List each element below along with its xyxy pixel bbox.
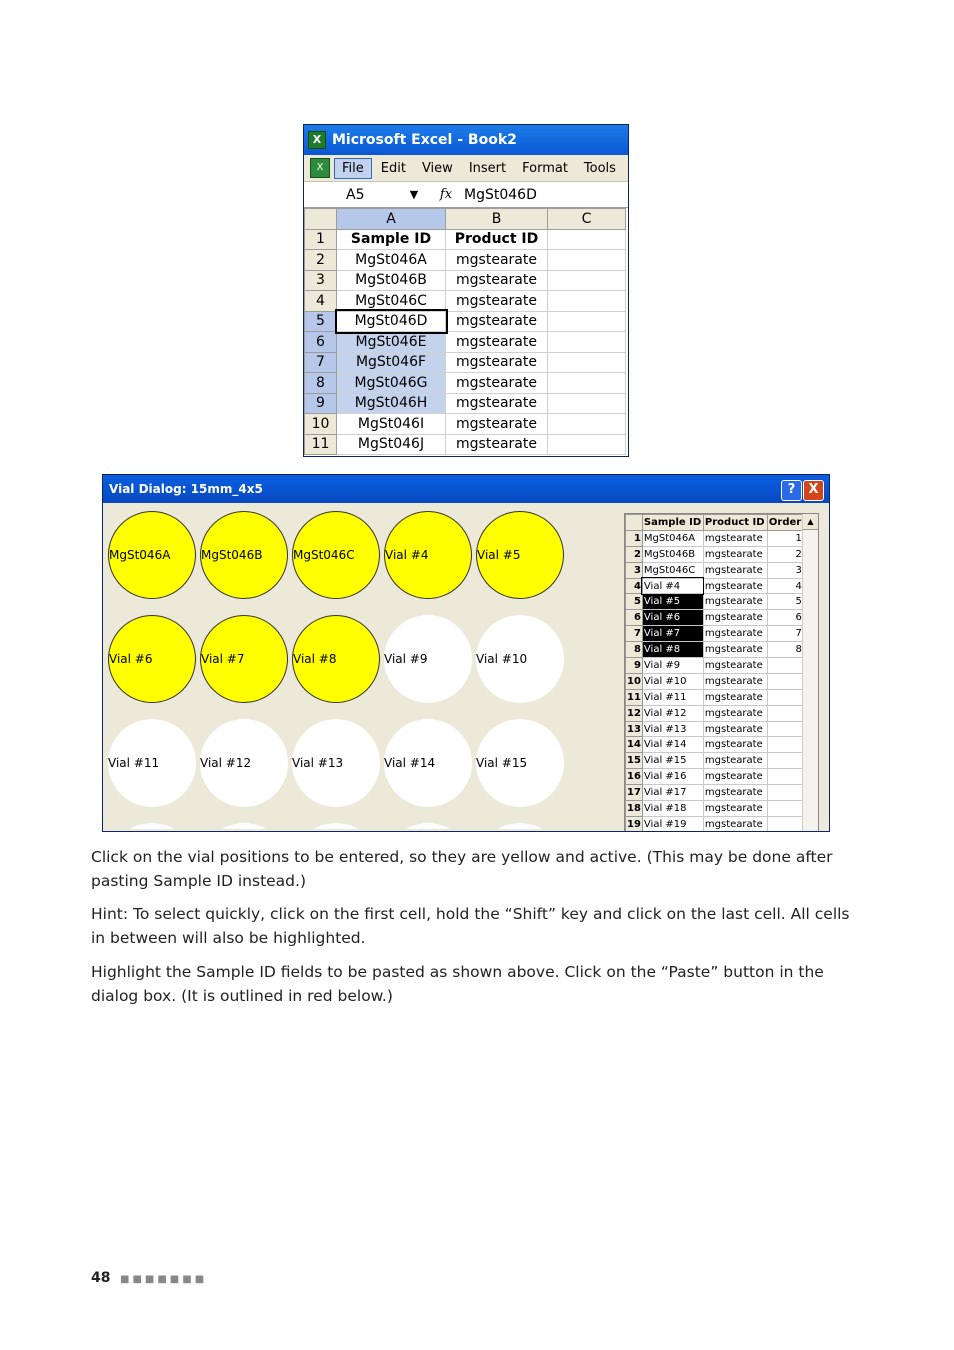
vial-position[interactable] [292,615,380,703]
vial-order-cell[interactable]: 4 [767,578,803,594]
vial-label: MgSt046C [293,548,355,562]
vial-order-cell[interactable]: 5 [767,594,803,610]
vial-order-cell[interactable] [767,658,803,674]
vial-table-row [626,705,804,721]
vial-row-number: 19 [626,816,643,832]
workbook-icon[interactable]: X [310,158,330,178]
vial-position[interactable] [292,719,380,807]
vial-row-number: 16 [626,769,643,785]
cell-sample-id[interactable]: MgSt046F [337,352,446,373]
instruction-paragraph-1: Click on the vial positions to be entered, so they are yellow and active. (This may be done after pasting Sample ID instead.) [91,848,833,890]
vial-table-row [626,753,804,769]
cell-empty[interactable] [548,352,626,373]
vial-position[interactable] [384,511,472,599]
vial-position[interactable] [292,511,380,599]
vial-row-number: 13 [626,721,643,737]
help-button[interactable]: ? [781,480,802,501]
vial-table-row [626,610,804,626]
vial-product-id-cell[interactable]: mgstearate [703,594,767,610]
spreadsheet-grid [304,208,626,455]
cell-sample-id[interactable]: MgSt046H [337,393,446,414]
vial-dialog-title: Vial Dialog: 15mm_4x5 [109,482,263,496]
spreadsheet-row [305,270,626,291]
menu-file[interactable]: File [334,158,372,179]
cell-sample-id[interactable]: MgSt046D [337,311,446,332]
vial-position[interactable] [108,823,196,829]
vial-position[interactable] [292,823,380,829]
vial-product-id-cell[interactable]: mgstearate [703,705,767,721]
spreadsheet-row [305,352,626,373]
select-all-corner[interactable] [305,209,337,230]
vial-position[interactable] [200,719,288,807]
cell-product-id[interactable]: mgstearate [446,434,548,455]
vial-row-number: 6 [626,610,643,626]
vial-table-row [626,642,804,658]
cell-empty[interactable] [548,311,626,332]
cell-product-id[interactable]: mgstearate [446,250,548,271]
vial-sample-id-cell[interactable]: Vial #4 [642,578,703,594]
vial-product-id-cell[interactable]: mgstearate [703,546,767,562]
vial-product-id-cell[interactable]: mgstearate [703,610,767,626]
cell-empty[interactable] [548,332,626,353]
vial-row-number: 7 [626,626,643,642]
vial-table-header-product-id[interactable]: Product ID [703,515,767,531]
vial-order-cell[interactable] [767,721,803,737]
instruction-paragraph-3: Highlight the Sample ID fields to be pasted as shown above. Click on the “Paste” button in the dialog box. (It is outlined in red below.) [91,963,824,1005]
formula-bar [304,182,628,208]
vial-order-cell[interactable] [767,753,803,769]
vial-order-cell[interactable] [767,737,803,753]
cell-product-id[interactable]: mgstearate [446,373,548,394]
vial-position[interactable] [384,823,472,829]
vial-product-id-cell[interactable]: mgstearate [703,785,767,801]
cell-sample-id[interactable]: MgSt046C [337,291,446,312]
cell-product-id[interactable]: Product ID [446,229,548,250]
vial-product-id-cell[interactable]: mgstearate [703,658,767,674]
vial-position[interactable] [108,719,196,807]
scroll-up-icon[interactable]: ▲ [803,514,818,530]
vial-row-number: 3 [626,562,643,578]
vial-table-row [626,785,804,801]
excel-title: Microsoft Excel - Book2 [332,132,517,148]
cell-product-id[interactable]: mgstearate [446,352,548,373]
excel-window [303,124,629,457]
vial-product-id-cell[interactable]: mgstearate [703,816,767,832]
name-box-dropdown-icon[interactable]: ▼ [409,188,419,201]
vial-order-cell[interactable]: 6 [767,610,803,626]
vial-row-number: 12 [626,705,643,721]
row-header[interactable]: 6 [305,332,337,353]
vial-order-cell[interactable] [767,801,803,817]
menu-edit[interactable]: Edit [380,160,406,176]
vial-order-cell[interactable]: 8 [767,642,803,658]
vial-sample-id-cell[interactable]: Vial #14 [642,737,703,753]
vial-row-number: 11 [626,689,643,705]
vial-label: Vial #9 [384,652,428,666]
vial-label: Vial #15 [476,756,528,770]
vial-sample-id-cell[interactable]: MgSt046A [642,530,703,546]
excel-app-icon: X [308,131,326,149]
row-header[interactable]: 1 [305,229,337,250]
cell-empty[interactable] [548,373,626,394]
vial-order-cell[interactable] [767,705,803,721]
vial-product-id-cell[interactable]: mgstearate [703,673,767,689]
vial-row-number: 8 [626,642,643,658]
vial-product-id-cell[interactable]: mgstearate [703,562,767,578]
spreadsheet-row [305,393,626,414]
vial-sample-id-cell[interactable]: Vial #7 [642,626,703,642]
vial-sample-id-cell[interactable]: Vial #13 [642,721,703,737]
cell-empty[interactable] [548,393,626,414]
vial-table [625,514,804,832]
vial-label: Vial #6 [109,652,153,666]
vial-table-row [626,546,804,562]
row-header[interactable]: 7 [305,352,337,373]
vial-table-row [626,562,804,578]
vial-order-cell[interactable] [767,785,803,801]
vial-sample-id-cell[interactable]: Vial #8 [642,642,703,658]
vial-position[interactable] [476,511,564,599]
vial-order-cell[interactable] [767,769,803,785]
vial-order-cell[interactable] [767,689,803,705]
vial-tray [108,507,624,829]
vial-sample-id-cell[interactable]: MgSt046C [642,562,703,578]
vial-table-row [626,721,804,737]
cell-empty[interactable] [548,270,626,291]
instruction-paragraph-2: Hint: To select quickly, click on the first cell, hold the “Shift” key and click on the last cell. All cells in between will also be highlighted. [91,905,850,947]
row-header[interactable]: 3 [305,270,337,291]
vial-row-number: 1 [626,530,643,546]
vial-product-id-cell[interactable]: mgstearate [703,721,767,737]
row-header[interactable]: 5 [305,311,337,332]
cell-product-id[interactable]: mgstearate [446,311,548,332]
function-icon[interactable]: fx [439,187,453,202]
menu-tools[interactable]: Tools [583,160,616,176]
vial-label: MgSt046B [201,548,263,562]
vial-label: Vial #4 [385,548,429,562]
cell-sample-id[interactable]: MgSt046I [337,414,446,435]
vial-dialog-title-bar [103,475,829,503]
vial-order-cell[interactable] [767,673,803,689]
vial-sample-id-cell[interactable]: Vial #16 [642,769,703,785]
spreadsheet-row [305,332,626,353]
vial-label: Vial #12 [200,756,252,770]
vial-order-cell[interactable]: 1 [767,530,803,546]
cell-sample-id[interactable]: MgSt046A [337,250,446,271]
vial-table-row [626,737,804,753]
row-header[interactable]: 11 [305,434,337,455]
vial-product-id-cell[interactable]: mgstearate [703,801,767,817]
vial-row-number: 15 [626,753,643,769]
cell-product-id[interactable]: mgstearate [446,414,548,435]
cell-product-id[interactable]: mgstearate [446,270,548,291]
vial-row-number: 14 [626,737,643,753]
row-header[interactable]: 2 [305,250,337,271]
row-header[interactable]: 4 [305,291,337,312]
vial-order-cell[interactable]: 2 [767,546,803,562]
spreadsheet-row [305,250,626,271]
vial-product-id-cell[interactable]: mgstearate [703,530,767,546]
cell-product-id[interactable]: mgstearate [446,332,548,353]
cell-sample-id[interactable]: MgSt046E [337,332,446,353]
vial-order-cell[interactable]: 3 [767,562,803,578]
spreadsheet-row [305,434,626,455]
footer-dots: ■■■■■■■ [120,1274,208,1285]
menu-view[interactable]: View [421,160,453,176]
vial-position[interactable] [476,719,564,807]
vial-sample-id-cell[interactable]: Vial #10 [642,673,703,689]
vial-position[interactable] [200,823,288,829]
vial-row-number: 10 [626,673,643,689]
vial-sample-id-cell[interactable]: Vial #12 [642,705,703,721]
vial-sample-id-cell[interactable]: Vial #19 [642,816,703,832]
vial-label: MgSt046A [109,548,171,562]
vial-label: Vial #7 [201,652,245,666]
menu-insert[interactable]: Insert [468,160,507,176]
vial-position[interactable] [476,615,564,703]
vial-label: Vial #13 [292,756,344,770]
row-header[interactable]: 10 [305,414,337,435]
vial-label: Vial #11 [108,756,160,770]
vial-sample-id-cell[interactable]: MgSt046B [642,546,703,562]
vial-position[interactable] [384,719,472,807]
vial-label: Vial #14 [384,756,436,770]
column-header-c[interactable]: C [548,209,626,230]
vial-table-row [626,801,804,817]
vial-product-id-cell[interactable]: mgstearate [703,753,767,769]
vial-row-number: 4 [626,578,643,594]
vial-row-number: 9 [626,658,643,674]
vial-table-header-order[interactable]: Order [767,515,803,531]
vial-position[interactable] [108,615,196,703]
row-header[interactable]: 8 [305,373,337,394]
cell-empty[interactable] [548,291,626,312]
formula-input[interactable]: MgSt046D [464,186,537,203]
vial-position[interactable] [200,511,288,599]
column-header-b[interactable]: B [446,209,548,230]
vial-row-number: 5 [626,594,643,610]
vial-table-row [626,626,804,642]
vial-table-scrollbar[interactable] [802,514,818,832]
vial-table-panel [624,513,819,832]
name-box[interactable]: A5 [346,186,365,203]
cell-sample-id[interactable]: MgSt046G [337,373,446,394]
vial-sample-id-cell[interactable]: Vial #18 [642,801,703,817]
vial-table-row [626,578,804,594]
column-header-a[interactable]: A [337,209,446,230]
vial-position[interactable] [384,615,472,703]
menu-format[interactable]: Format [522,160,568,176]
vial-product-id-cell[interactable]: mgstearate [703,642,767,658]
vial-product-id-cell[interactable]: mgstearate [703,769,767,785]
vial-product-id-cell[interactable]: mgstearate [703,689,767,705]
vial-table-row [626,816,804,832]
excel-title-bar [304,125,628,155]
excel-menu-bar [304,155,628,182]
vial-table-row [626,689,804,705]
vial-table-row [626,530,804,546]
spreadsheet-row [305,414,626,435]
vial-label: Vial #10 [476,652,528,666]
spreadsheet-row [305,311,626,332]
vial-table-row [626,769,804,785]
vial-product-id-cell[interactable]: mgstearate [703,578,767,594]
cell-empty[interactable] [548,229,626,250]
cell-sample-id[interactable]: MgSt046J [337,434,446,455]
spreadsheet-row [305,291,626,312]
vial-table-header-sample-id[interactable]: Sample ID [642,515,703,531]
vial-order-cell[interactable] [767,816,803,832]
vial-sample-id-cell[interactable]: Vial #17 [642,785,703,801]
vial-label: Vial #8 [293,652,337,666]
vial-product-id-cell[interactable]: mgstearate [703,737,767,753]
vial-product-id-cell[interactable]: mgstearate [703,626,767,642]
cell-empty[interactable] [548,434,626,455]
spreadsheet-row [305,373,626,394]
cell-product-id[interactable]: mgstearate [446,291,548,312]
vial-table-corner [626,515,643,531]
vial-position[interactable] [108,511,196,599]
vial-sample-id-cell[interactable]: Vial #15 [642,753,703,769]
cell-sample-id[interactable]: Sample ID [337,229,446,250]
vial-position[interactable] [200,615,288,703]
vial-sample-id-cell[interactable]: Vial #9 [642,658,703,674]
vial-order-cell[interactable]: 7 [767,626,803,642]
close-button[interactable]: X [803,480,824,501]
vial-row-number: 17 [626,785,643,801]
cell-empty[interactable] [548,414,626,435]
spreadsheet-row [305,229,626,250]
vial-dialog [102,474,830,832]
vial-table-row [626,673,804,689]
page-number: 48 [91,1270,111,1286]
cell-sample-id[interactable]: MgSt046B [337,270,446,291]
cell-product-id[interactable]: mgstearate [446,393,548,414]
vial-sample-id-cell[interactable]: Vial #11 [642,689,703,705]
vial-position[interactable] [476,823,564,829]
vial-sample-id-cell[interactable]: Vial #5 [642,594,703,610]
cell-empty[interactable] [548,250,626,271]
vial-label: Vial #5 [477,548,521,562]
vial-row-number: 2 [626,546,643,562]
vial-sample-id-cell[interactable]: Vial #6 [642,610,703,626]
row-header[interactable]: 9 [305,393,337,414]
vial-row-number: 18 [626,801,643,817]
vial-table-row [626,658,804,674]
vial-table-row [626,594,804,610]
